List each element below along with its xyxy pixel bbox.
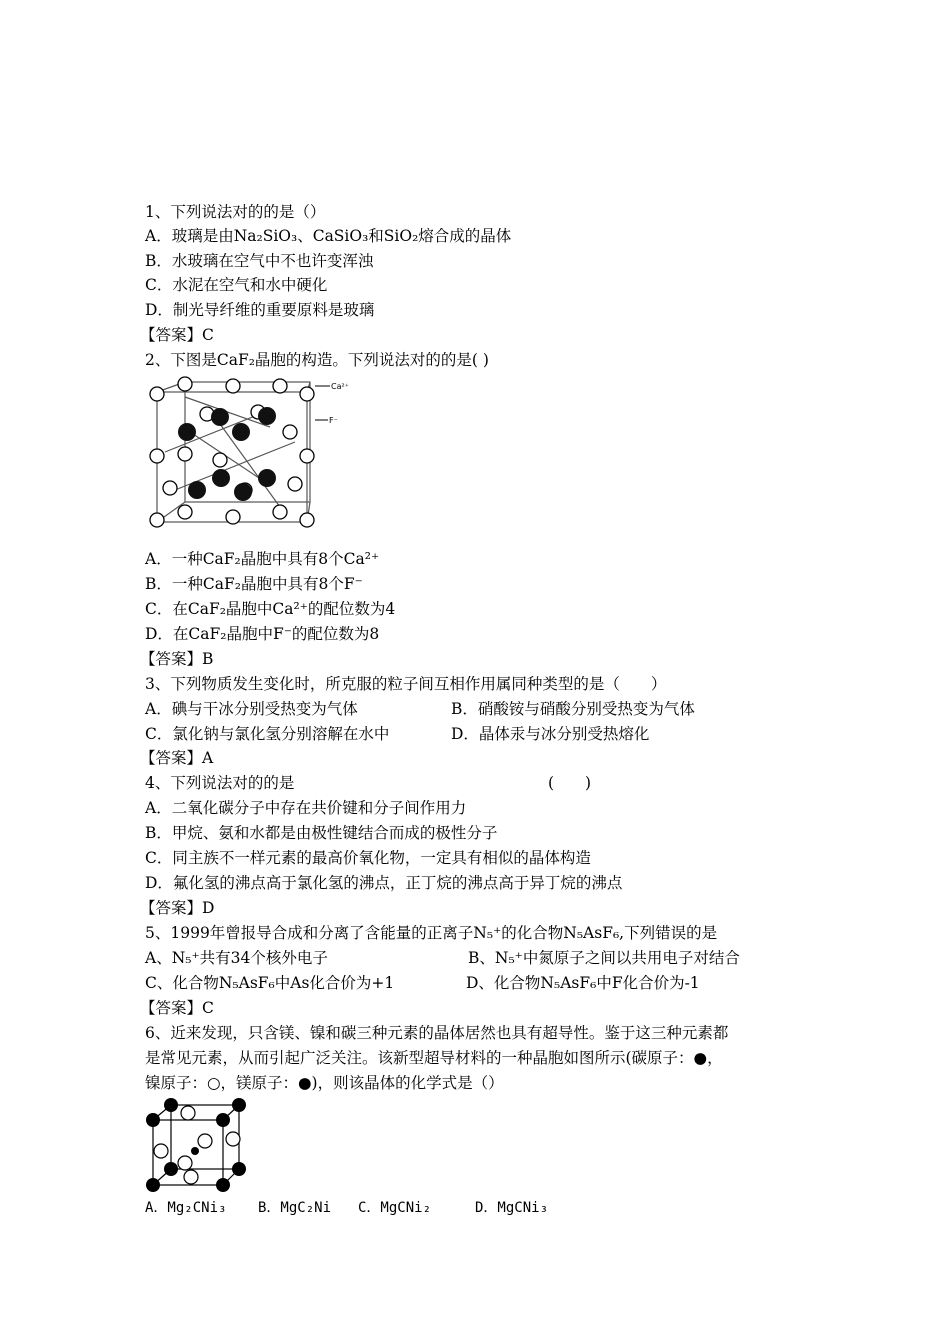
q2-answer: 【答案】B bbox=[140, 650, 214, 668]
q3-option-c: C．氯化钠与氯化氢分别溶解在水中 bbox=[145, 725, 390, 743]
c-atom bbox=[191, 1147, 199, 1155]
q2-option-b: B．一种CaF₂晶胞中具有8个F⁻ bbox=[145, 575, 363, 593]
q3-option-b: B．硝酸铵与硝酸分别受热变为气体 bbox=[451, 700, 695, 718]
ca-label: Ca²⁺ bbox=[331, 382, 349, 391]
q1-option-a: A．玻璃是由Na₂SiO₃、CaSiO₃和SiO₂熔合成的晶体 bbox=[145, 227, 512, 245]
q6-stem-line1: 6、近来发现，只含镁、镍和碳三种元素的晶体居然也具有超导性。鉴于这三种元素都 bbox=[145, 1024, 729, 1042]
q6-stem-line2: 是常见元素，从而引起广泛关注。该新型超导材料的一种晶胞如图所示(碳原子：●， bbox=[145, 1049, 723, 1067]
q5-answer: 【答案】C bbox=[140, 999, 214, 1017]
ca-ions bbox=[150, 377, 314, 527]
caf2-unit-cell-figure bbox=[145, 372, 360, 534]
q3-option-a: A．碘与干冰分别受热变为气体 bbox=[145, 700, 358, 718]
f-ions bbox=[178, 407, 276, 501]
q4-option-b: B．甲烷、氨和水都是由极性键结合而成的极性分子 bbox=[145, 824, 498, 842]
q6-option-c: C．MgCNi₂ bbox=[358, 1200, 432, 1216]
q5-option-c: C、化合物N₅AsF₆中As化合价为+1 bbox=[145, 974, 395, 992]
q4-option-d: D．氟化氢的沸点高于氯化氢的沸点，正丁烷的沸点高于异丁烷的沸点 bbox=[145, 874, 623, 892]
q1-stem: 1、下列说法对的的是（） bbox=[145, 203, 326, 221]
q6-option-a: A．Mg₂CNi₃ bbox=[145, 1200, 227, 1216]
f-label: F⁻ bbox=[329, 416, 338, 425]
q4-option-a: A．二氧化碳分子中存在共价键和分子间作用力 bbox=[145, 799, 467, 817]
q1-option-b: B．水玻璃在空气中不也许变浑浊 bbox=[145, 252, 374, 270]
q5-option-d: D、化合物N₅AsF₆中F化合价为-1 bbox=[466, 974, 700, 992]
q5-option-b: B、N₅⁺中氮原子之间以共用电子对结合 bbox=[468, 949, 740, 967]
q4-option-c: C．同主族不一样元素的最高价氧化物，一定具有相似的晶体构造 bbox=[145, 849, 591, 867]
q2-option-a: A．一种CaF₂晶胞中具有8个Ca²⁺ bbox=[145, 550, 380, 568]
q2-option-c: C．在CaF₂晶胞中Ca²⁺的配位数为4 bbox=[145, 600, 396, 618]
q5-option-a: A、N₅⁺共有34个核外电子 bbox=[145, 949, 328, 967]
q4-stem: 4、下列说法对的的是 bbox=[145, 774, 295, 792]
mgcni-unit-cell-figure bbox=[143, 1095, 253, 1195]
q3-option-d: D．晶体汞与冰分别受热熔化 bbox=[451, 725, 650, 743]
q6-option-d: D．MgCNi₃ bbox=[475, 1200, 549, 1216]
q1-option-c: C．水泥在空气和水中硬化 bbox=[145, 276, 328, 294]
q6-option-b: B．MgC₂Ni bbox=[258, 1200, 332, 1216]
q3-stem: 3、下列物质发生变化时，所克服的粒子间互相作用属同种类型的是（ ） bbox=[145, 675, 667, 693]
q3-answer: 【答案】A bbox=[140, 749, 214, 767]
q5-stem: 5、1999年曾报导合成和分离了含能量的正离子N₅⁺的化合物N₅AsF₆,下列错误的是 bbox=[145, 924, 718, 942]
q6-stem-line3: 镍原子：○，镁原子：●)，则该晶体的化学式是（） bbox=[145, 1074, 504, 1092]
q1-answer: 【答案】C bbox=[140, 326, 214, 344]
q4-paren: ( ) bbox=[548, 774, 592, 792]
q2-option-d: D．在CaF₂晶胞中F⁻的配位数为8 bbox=[145, 625, 380, 643]
q2-stem: 2、下图是CaF₂晶胞的构造。下列说法对的的是( ) bbox=[145, 351, 489, 369]
q4-answer: 【答案】D bbox=[140, 899, 215, 917]
q1-option-d: D．制光导纤维的重要原料是玻璃 bbox=[145, 301, 375, 319]
